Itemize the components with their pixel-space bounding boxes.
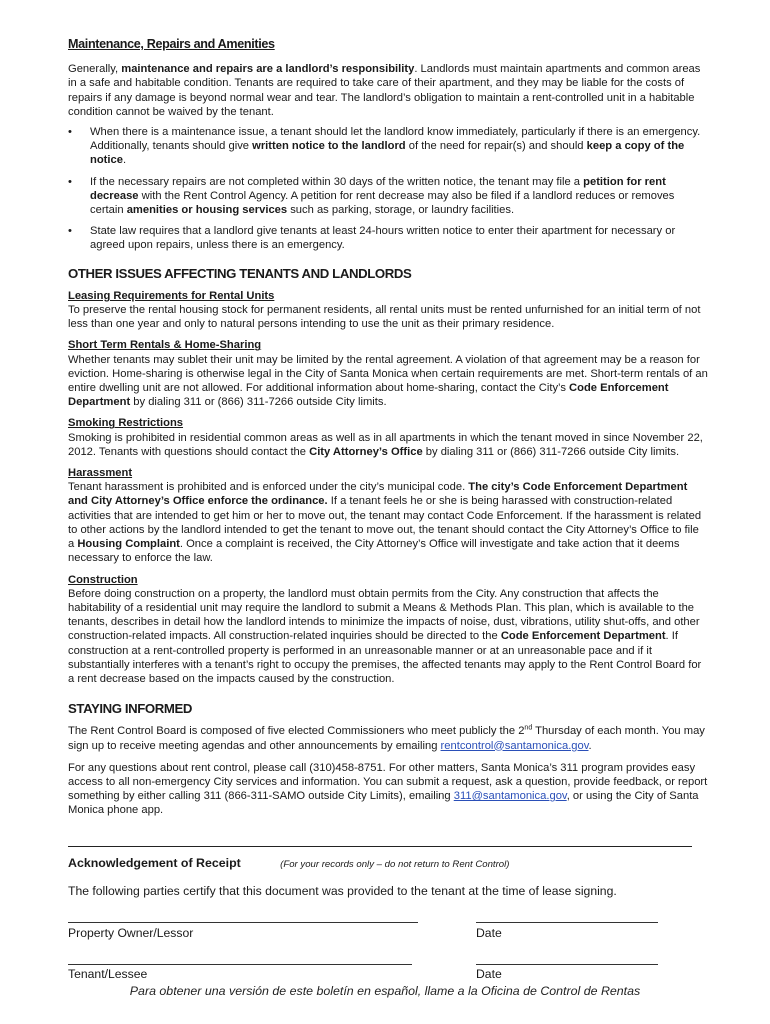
acknowledgement-note: (For your records only – do not return to Rent Control) <box>280 859 510 870</box>
leasing-text: To preserve the rental housing stock for permanent residents, all rental units must be rented unfurnished for an initial term of not less than one year and only to natural persons intending to use the unit as their primary residence. <box>68 304 701 331</box>
owner-date-line[interactable] <box>476 922 658 923</box>
staying-p1: The Rent Control Board is composed of five elected Commissioners who meet publicly the 2nd Thursday of each month. You may sign up to receive meeting agendas and other announcements by emailing rentcontrol@santamonica.gov. <box>68 724 705 752</box>
tenant-date-label: Date <box>476 967 502 981</box>
tenant-date-line[interactable] <box>476 964 658 965</box>
smoking-title: Smoking Restrictions <box>68 417 184 430</box>
harassment-title: Harassment <box>68 467 133 480</box>
311-email-link[interactable]: 311@santamonica.gov <box>453 790 567 803</box>
owner-signature-line[interactable] <box>68 922 418 923</box>
list-item: • When there is a maintenance issue, a tenant should let the landlord know immediately, particularly if there is an emergency. Additionally, tenants should give written notice to the landlord of the need for repair(s) and should keep a copy of the notice. <box>68 126 701 167</box>
bullet-icon: • <box>68 126 72 139</box>
list-item: • State law requires that a landlord give tenants at least 24-hours written notice to enter their apartment for necessary or agreed upon repairs, unless there is an emergency. <box>68 225 676 252</box>
staying-p2: For any questions about rent control, please call (310)458-8751. For other matters, Santa Monica’s 311 program provides easy access to all non-emergency City services and information. You can submit a request, ask a question, provide feedback, or report something by either calling 311 (866-311-SAMO outside City Limits), emailing 311@santamonica.gov, or using the City of Santa Monica phone app. <box>68 761 708 817</box>
short-term-title: Short Term Rentals & Home-Sharing <box>68 339 262 352</box>
harassment-text: Tenant harassment is prohibited and is enforced under the city’s municipal code. The city’s Code Enforcement Department and City Attorney’s Office enforce the ordinance. If a tenant feels he or she is being harassed with construction-related activities that are intended to get him or her to move out, the tenant may contact Code Enforcement. If the harassment is related to other actions by the landlord intended to get the tenant to move out, the tenant should contact the City Attorney’s Office to file a Housing Complaint. Once a complaint is received, the City Attorney’s Office will investigate and take action that it deems necessary to enforce the law. <box>68 481 702 565</box>
document-body <box>68 37 708 826</box>
smoking-text: Smoking is prohibited in residential common areas as well as in all apartments in which the tenant moved in since November 22, 2012. Tenants with questions should contact the City Attorney’s Office by dialing 311 or (866) 311-7266 outside City limits. <box>68 431 703 458</box>
tenant-signature-line[interactable] <box>68 964 412 965</box>
spanish-footer: Para obtener una versión de este boletín en español, llame a la Oficina de Control de Rentas <box>129 984 641 998</box>
owner-date-label: Date <box>476 926 502 940</box>
construction-text: Before doing construction on a property, the landlord must obtain permits from the City. Any construction that affects the habitability of a residential unit may require the landlord to submit a Means & Methods Plan. This plan, which is available to the tenants, describes in detail how the landlord intends to minimize the impacts of noise, dust, vibrations, utility shut-offs, and other construction-related impacts. All construction-related inquiries should be directed to the Code Enforcement Department. If construction at a rent-controlled property is performed in an unreasonable manner or at an unreasonable pace and if it substantially interferes with a tenant’s right to occupy the premises, the affected tenants may apply to the Rent Control Board for a rent decrease based on the impacts caused by the construction. <box>68 587 702 685</box>
bullet-icon: • <box>68 225 72 238</box>
acknowledgement-title: Acknowledgement of Receipt <box>68 856 241 870</box>
short-term-text: Whether tenants may sublet their unit may be limited by the rental agreement. A violation of that agreement may be a reason for eviction. Home-sharing is otherwise legal in the City of Santa Monica when certain requirements are met. Short-term rentals of an entire dwelling unit are not allowed. For additional information about home-sharing, contact the City’s Code Enforcement Department by dialing 311 or (866) 311-7266 outside City limits. <box>68 353 708 409</box>
maintenance-heading: Maintenance, Repairs and Amenities <box>68 37 275 51</box>
rentcontrol-email-link[interactable]: rentcontrol@santamonica.gov <box>440 739 589 752</box>
staying-informed-heading: STAYING INFORMED <box>68 701 193 717</box>
bullet-icon: • <box>68 175 72 188</box>
maintenance-intro: Generally, maintenance and repairs are a landlord’s responsibility. Landlords must maintain apartments and common areas in a safe and habitable condition. Tenants are required to take care of their apartment, and they may be liable for the costs of repairs if any damage is beyond normal wear and tear. The landlord’s obligation to maintain a rent-controlled unit in a habitable condition cannot be waived by the tenant. <box>68 63 701 118</box>
list-item: • If the necessary repairs are not completed within 30 days of the written notice, the tenant may file a petition for rent decrease with the Rent Control Agency. A petition for rent decrease may also be filed if a landlord reduces or removes certain amenities or housing services such as parking, storage, or laundry facilities. <box>68 175 675 217</box>
certification-text: The following parties certify that this document was provided to the tenant at the time of lease signing. <box>68 884 617 898</box>
other-issues-heading: OTHER ISSUES AFFECTING TENANTS AND LANDLORDS <box>68 265 412 281</box>
maintenance-list <box>68 125 708 253</box>
owner-label: Property Owner/Lessor <box>68 926 194 940</box>
tenant-label: Tenant/Lessee <box>68 967 148 981</box>
acknowledgement-section <box>68 846 692 872</box>
leasing-title: Leasing Requirements for Rental Units <box>68 289 275 302</box>
construction-title: Construction <box>68 573 138 586</box>
